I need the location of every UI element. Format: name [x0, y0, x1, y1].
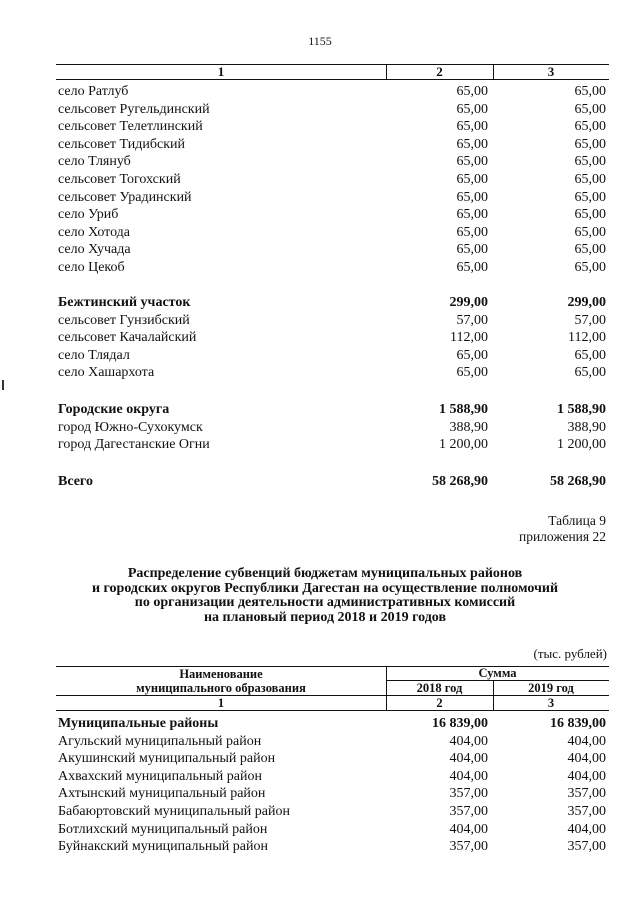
row-value-2018: 404,00 — [449, 768, 488, 784]
title-line: Распределение субвенций бюджетам муниципальных районов — [127, 566, 523, 581]
row-value-2019: 65,00 — [574, 189, 606, 205]
row-value-2018: 1 200,00 — [439, 437, 488, 453]
table-row — [58, 785, 608, 803]
row-value-2018: 65,00 — [456, 347, 488, 363]
row-value-2018: 299,00 — [449, 295, 488, 310]
row-value-2018: 65,00 — [456, 242, 488, 258]
row-value-2019: 1 200,00 — [557, 437, 606, 453]
row-value-2018: 404,00 — [449, 751, 488, 767]
row-name: Муниципальные районы — [58, 716, 219, 731]
row-value-2018: 112,00 — [450, 330, 488, 346]
table1-col-header-1: 1 — [217, 64, 225, 79]
row-value-2018: 65,00 — [456, 207, 488, 223]
row-value-2018: 357,00 — [449, 839, 488, 855]
row-name: Акушинский муниципальный район — [58, 751, 276, 767]
row-name: Ахвахский муниципальный район — [58, 768, 262, 784]
row-value-2019: 58 268,90 — [550, 474, 606, 489]
table-row — [58, 101, 608, 119]
row-value-2019: 404,00 — [567, 751, 606, 767]
row-value-2019: 357,00 — [567, 786, 606, 802]
row-value-2019: 57,00 — [574, 312, 606, 328]
table-row — [58, 136, 608, 154]
row-value-2018: 65,00 — [456, 189, 488, 205]
table-row — [58, 259, 608, 277]
row-name: село Цекоб — [58, 260, 125, 275]
row-name: Агульский муниципальный район — [58, 733, 262, 749]
row-name: село Хучада — [58, 242, 131, 258]
table-row — [58, 118, 608, 136]
row-name: сельсовет Тидибский — [58, 136, 185, 152]
row-value-2018: 58 268,90 — [432, 474, 488, 489]
table-row — [58, 768, 608, 786]
row-value-2019: 357,00 — [567, 839, 606, 855]
row-value-2019: 65,00 — [574, 154, 606, 170]
row-value-2019: 65,00 — [574, 224, 606, 240]
row-name: сельсовет Качалайский — [58, 330, 197, 346]
row-value-2019: 65,00 — [574, 242, 606, 258]
name-header-line2: муниципального образования — [136, 681, 306, 695]
table-row-section — [58, 715, 608, 733]
table-row — [58, 206, 608, 224]
table-row — [58, 838, 608, 856]
table-row — [58, 733, 608, 751]
row-value-2018: 65,00 — [456, 154, 488, 170]
title-line: и городских округов Республики Дагестан на осуществление полномочий — [91, 580, 559, 596]
row-value-2018: 65,00 — [456, 260, 488, 275]
row-name: село Уриб — [58, 207, 119, 223]
row-name: сельсовет Тогохский — [58, 172, 181, 187]
table-row — [58, 750, 608, 768]
table-row — [58, 224, 608, 242]
row-value-2018: 1 588,90 — [439, 402, 488, 417]
table1-col-header-3: 3 — [547, 64, 555, 79]
table2-col-num-1: 1 — [217, 696, 225, 710]
row-name: город Южно-Сухокумск — [58, 419, 203, 435]
row-value-2018: 65,00 — [456, 365, 488, 381]
table-row — [58, 364, 608, 382]
row-name: Буйнакский муниципальный район — [58, 839, 268, 855]
row-value-2018: 65,00 — [456, 101, 488, 117]
row-value-2019: 112,00 — [568, 330, 606, 346]
row-name: село Тлядал — [58, 347, 130, 363]
row-value-2019: 16 839,00 — [550, 716, 606, 731]
table2-col-num-3: 3 — [547, 696, 555, 710]
row-value-2019: 388,90 — [567, 419, 606, 435]
table-row — [58, 83, 608, 101]
table1-col-header-2: 2 — [436, 64, 443, 79]
table2-col-num-2: 2 — [436, 696, 443, 710]
table2-numbers-border — [56, 710, 609, 711]
row-value-2018: 65,00 — [456, 119, 488, 135]
row-value-2019: 404,00 — [567, 821, 606, 837]
row-name: Ахтынский муниципальный район — [58, 786, 266, 802]
table-row — [58, 153, 608, 171]
row-name: Всего — [58, 474, 93, 489]
row-name: село Хотода — [58, 224, 130, 240]
row-value-2019: 299,00 — [567, 295, 606, 310]
row-value-2018: 16 839,00 — [432, 716, 488, 731]
table2-year1-header: 2018 год — [416, 681, 463, 695]
page-number: 1155 — [308, 34, 332, 48]
table-row — [58, 189, 608, 207]
row-value-2019: 65,00 — [574, 119, 606, 135]
row-value-2018: 404,00 — [449, 733, 488, 749]
row-value-2019: 404,00 — [567, 768, 606, 784]
row-name: сельсовет Урадинский — [58, 189, 192, 205]
row-name: Городские округа — [58, 402, 170, 417]
row-value-2019: 1 588,90 — [557, 402, 606, 417]
row-value-2019: 404,00 — [567, 733, 606, 749]
row-value-2019: 65,00 — [574, 365, 606, 381]
table-number-label: Таблица 9 — [548, 513, 606, 528]
row-name: село Хашархота — [58, 365, 155, 381]
table2-name-header — [56, 667, 386, 695]
row-value-2018: 57,00 — [456, 312, 488, 328]
row-value-2019: 65,00 — [574, 101, 606, 117]
table-row — [58, 241, 608, 259]
row-value-2018: 357,00 — [449, 786, 488, 802]
row-value-2018: 65,00 — [456, 84, 488, 99]
row-value-2019: 65,00 — [574, 84, 606, 99]
appendix-label: приложения 22 — [518, 529, 606, 544]
row-value-2019: 65,00 — [574, 260, 606, 275]
table2-sum-header: Сумма — [478, 666, 517, 680]
table-row — [58, 436, 608, 454]
row-value-2018: 65,00 — [456, 224, 488, 240]
title-line: по организации деятельности административных комиссий — [134, 595, 516, 610]
document-title — [60, 567, 590, 625]
row-value-2018: 404,00 — [449, 821, 488, 837]
table-row — [58, 803, 608, 821]
table-row-section — [58, 294, 608, 312]
table-row — [58, 312, 608, 330]
row-name: село Ратлуб — [58, 84, 129, 99]
table-row — [58, 419, 608, 437]
row-value-2019: 65,00 — [574, 207, 606, 223]
name-header-line1: Наименование — [179, 667, 263, 681]
table2-year2-header: 2019 год — [528, 681, 574, 695]
row-name: сельсовет Ругельдинский — [58, 101, 210, 117]
table-row-section — [58, 401, 608, 419]
row-value-2018: 388,90 — [449, 419, 488, 435]
table-row — [58, 171, 608, 189]
row-name: Ботлихский муниципальный район — [58, 821, 268, 837]
row-name: село Тлянуб — [58, 154, 131, 170]
row-value-2018: 65,00 — [456, 136, 488, 152]
row-name: Бежтинский участок — [58, 295, 191, 310]
row-name: сельсовет Телетлинский — [58, 119, 203, 135]
table-row — [58, 329, 608, 347]
row-value-2019: 357,00 — [567, 804, 606, 819]
table1-header-border — [56, 79, 609, 80]
row-name: Бабаюртовский муниципальный район — [58, 804, 290, 819]
table-row-total — [58, 473, 608, 491]
row-name: город Дагестанские Огни — [58, 437, 210, 453]
table-row — [58, 347, 608, 365]
row-value-2018: 357,00 — [449, 804, 488, 819]
row-value-2019: 65,00 — [574, 172, 606, 187]
table-row — [58, 821, 608, 839]
row-value-2019: 65,00 — [574, 347, 606, 363]
row-name: сельсовет Гунзибский — [58, 312, 190, 328]
row-value-2018: 65,00 — [456, 172, 488, 187]
title-line: на плановый период 2018 и 2019 годов — [203, 609, 447, 625]
scan-mark — [2, 380, 4, 390]
row-value-2019: 65,00 — [574, 136, 606, 152]
units-label: (тыс. рублей) — [533, 646, 607, 661]
